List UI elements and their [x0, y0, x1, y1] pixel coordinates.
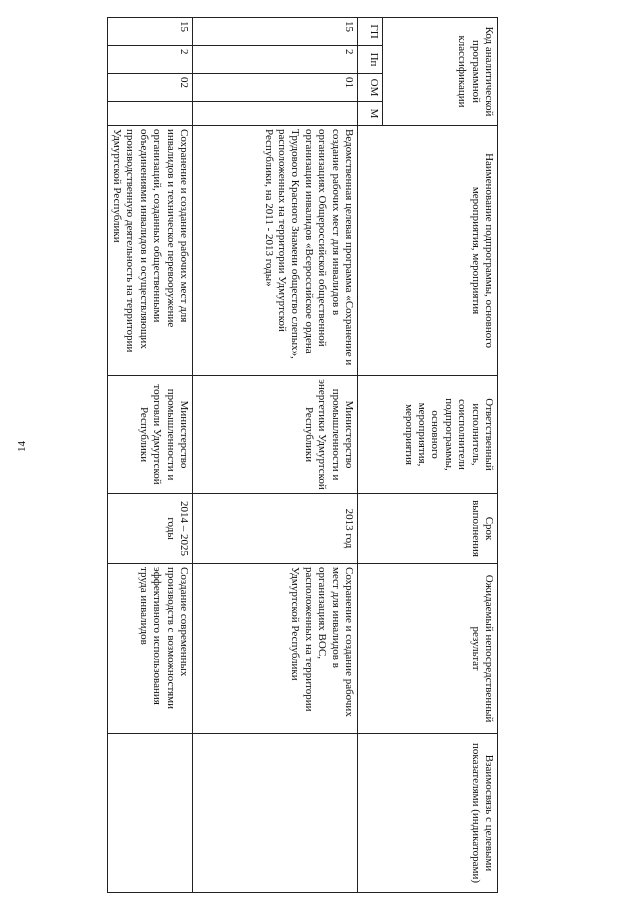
table-row	[107, 18, 192, 893]
cell-m	[107, 102, 192, 126]
header-pp: Пп	[358, 46, 383, 74]
cell-result: Создание современных производств с возможностями эффективного использования труда инвалидов	[107, 564, 192, 734]
rotated-table-container	[110, 17, 498, 892]
cell-link	[193, 734, 358, 893]
page-number: 14	[16, 441, 28, 452]
header-m: М	[358, 102, 383, 126]
header-code: Код аналитической программной классификации	[383, 18, 498, 126]
header-gp: ГП	[358, 18, 383, 46]
cell-pp: 2	[107, 46, 192, 74]
cell-term: 2014 – 2025 годы	[107, 494, 192, 564]
cell-pp: 2	[193, 46, 358, 74]
header-executor: Ответственный исполнитель, соисполнители подпрограммы, основного мероприятия, мероприятия	[358, 376, 498, 494]
cell-result: Сохранение и создание рабочих мест для инвалидов в организациях ВОС, расположенных на территории Удмуртской Республики	[193, 564, 358, 734]
header-term: Срок выполнения	[358, 494, 498, 564]
header-name: Наименование подпрограммы, основного мероприятия, мероприятия	[358, 126, 498, 376]
cell-executor: Министерство промышленности и торговли Удмуртской Республики	[107, 376, 192, 494]
header-link: Взаимосвязь с целевыми показателями (индикаторами)	[358, 734, 498, 893]
table-row	[193, 18, 358, 893]
cell-executor: Министерство промышленности и энергетики Удмуртской Республики	[193, 376, 358, 494]
cell-m	[193, 102, 358, 126]
cell-om: 01	[193, 74, 358, 102]
cell-name: Сохранение и создание рабочих мест для инвалидов и техническое перевооружение организаций, созданных общественными объединениями инвалидов и осуществляющих производственную деятельность на территории Удмуртской Республики	[107, 126, 192, 376]
header-result: Ожидаемый непосредственный результат	[358, 564, 498, 734]
cell-gp: 15	[107, 18, 192, 46]
cell-link	[107, 734, 192, 893]
cell-om: 02	[107, 74, 192, 102]
cell-term: 2013 год	[193, 494, 358, 564]
header-om: ОМ	[358, 74, 383, 102]
cell-name: Ведомственная целевая программа «Сохранение и создание рабочих мест для инвалидов в организациях Общероссийской общественной организации инвалидов «Всероссийское ордена Трудового Красного Знамени общество слепых», расположенных на территории Удмуртской Республики, на 2011 - 2013 годы»	[193, 126, 358, 376]
program-table	[107, 17, 498, 893]
cell-gp: 15	[193, 18, 358, 46]
